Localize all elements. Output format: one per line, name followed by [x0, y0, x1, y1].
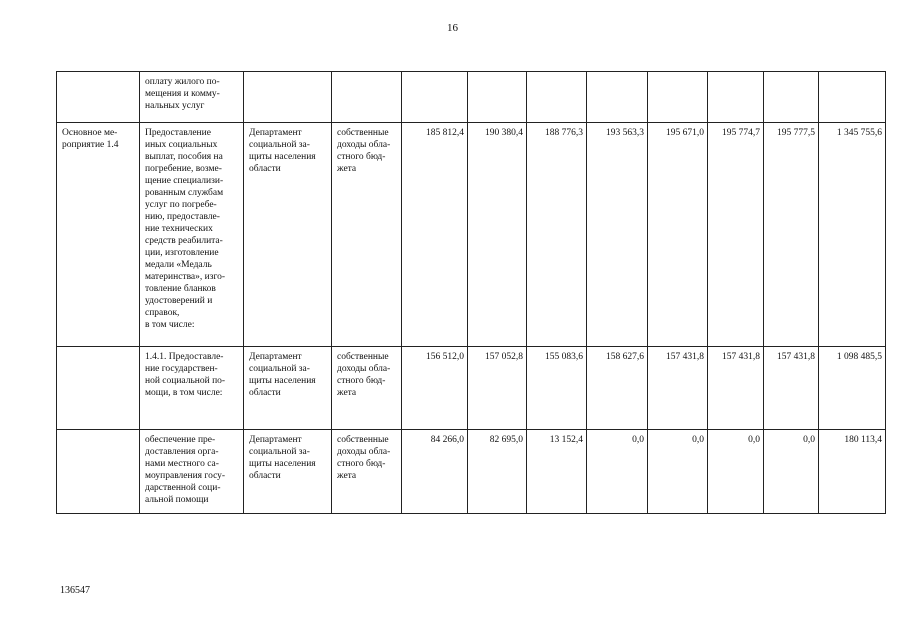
- executor-cell: [244, 72, 332, 123]
- value-cell: 0,0: [587, 430, 648, 514]
- table-row: [57, 347, 886, 430]
- value-cell: 190 380,4: [468, 123, 527, 347]
- document-code: 136547: [60, 585, 90, 596]
- value-cell: 195 671,0: [648, 123, 708, 347]
- executor-cell: Департамент социальной за- щиты населения области: [244, 347, 332, 430]
- value-cell: 185 812,4: [402, 123, 468, 347]
- table-row: [57, 430, 886, 514]
- value-cell: [587, 72, 648, 123]
- value-cell: 157 431,8: [764, 347, 819, 430]
- value-cell: 195 777,5: [764, 123, 819, 347]
- value-cell: 0,0: [708, 430, 764, 514]
- name-cell: Предоставление иных социальных выплат, пособия на погребение, возме- щение специализи- рованным службам услуг по погребе- нию, предоставле- ние технических средств реабилита- ции, изготовление медали «Медаль материнства», изго- товление бланков удостоверений и справок, в том числе:: [140, 123, 244, 347]
- value-cell: [648, 72, 708, 123]
- total-cell: 180 113,4: [819, 430, 886, 514]
- source-cell: собственные доходы обла- стного бюд- жета: [332, 347, 402, 430]
- value-cell: 155 083,6: [527, 347, 587, 430]
- value-cell: [402, 72, 468, 123]
- value-cell: [527, 72, 587, 123]
- table-row: [57, 123, 886, 347]
- budget-table: [56, 71, 886, 514]
- value-cell: [708, 72, 764, 123]
- event-cell: Основное ме- роприятие 1.4: [57, 123, 140, 347]
- value-cell: 13 152,4: [527, 430, 587, 514]
- value-cell: 157 431,8: [708, 347, 764, 430]
- source-cell: собственные доходы обла- стного бюд- жета: [332, 430, 402, 514]
- page-number: 16: [447, 22, 458, 34]
- source-cell: собственные доходы обла- стного бюд- жета: [332, 123, 402, 347]
- event-cell: [57, 430, 140, 514]
- name-cell: 1.4.1. Предоставле- ние государствен- ной социальной по- мощи, в том числе:: [140, 347, 244, 430]
- value-cell: 157 052,8: [468, 347, 527, 430]
- executor-cell: Департамент социальной за- щиты населения области: [244, 430, 332, 514]
- event-cell: [57, 72, 140, 123]
- table-row: [57, 72, 886, 123]
- value-cell: 156 512,0: [402, 347, 468, 430]
- total-cell: 1 098 485,5: [819, 347, 886, 430]
- event-cell: [57, 347, 140, 430]
- value-cell: [468, 72, 527, 123]
- value-cell: 157 431,8: [648, 347, 708, 430]
- name-cell: оплату жилого по- мещения и комму- нальных услуг: [140, 72, 244, 123]
- value-cell: 193 563,3: [587, 123, 648, 347]
- source-cell: [332, 72, 402, 123]
- value-cell: [764, 72, 819, 123]
- value-cell: 82 695,0: [468, 430, 527, 514]
- name-cell: обеспечение пре- доставления орга- нами местного са- моуправления госу- дарственной соци- альной помощи: [140, 430, 244, 514]
- total-cell: 1 345 755,6: [819, 123, 886, 347]
- executor-cell: Департамент социальной за- щиты населения области: [244, 123, 332, 347]
- total-cell: [819, 72, 886, 123]
- value-cell: 195 774,7: [708, 123, 764, 347]
- value-cell: 84 266,0: [402, 430, 468, 514]
- value-cell: 158 627,6: [587, 347, 648, 430]
- value-cell: 0,0: [764, 430, 819, 514]
- value-cell: 188 776,3: [527, 123, 587, 347]
- value-cell: 0,0: [648, 430, 708, 514]
